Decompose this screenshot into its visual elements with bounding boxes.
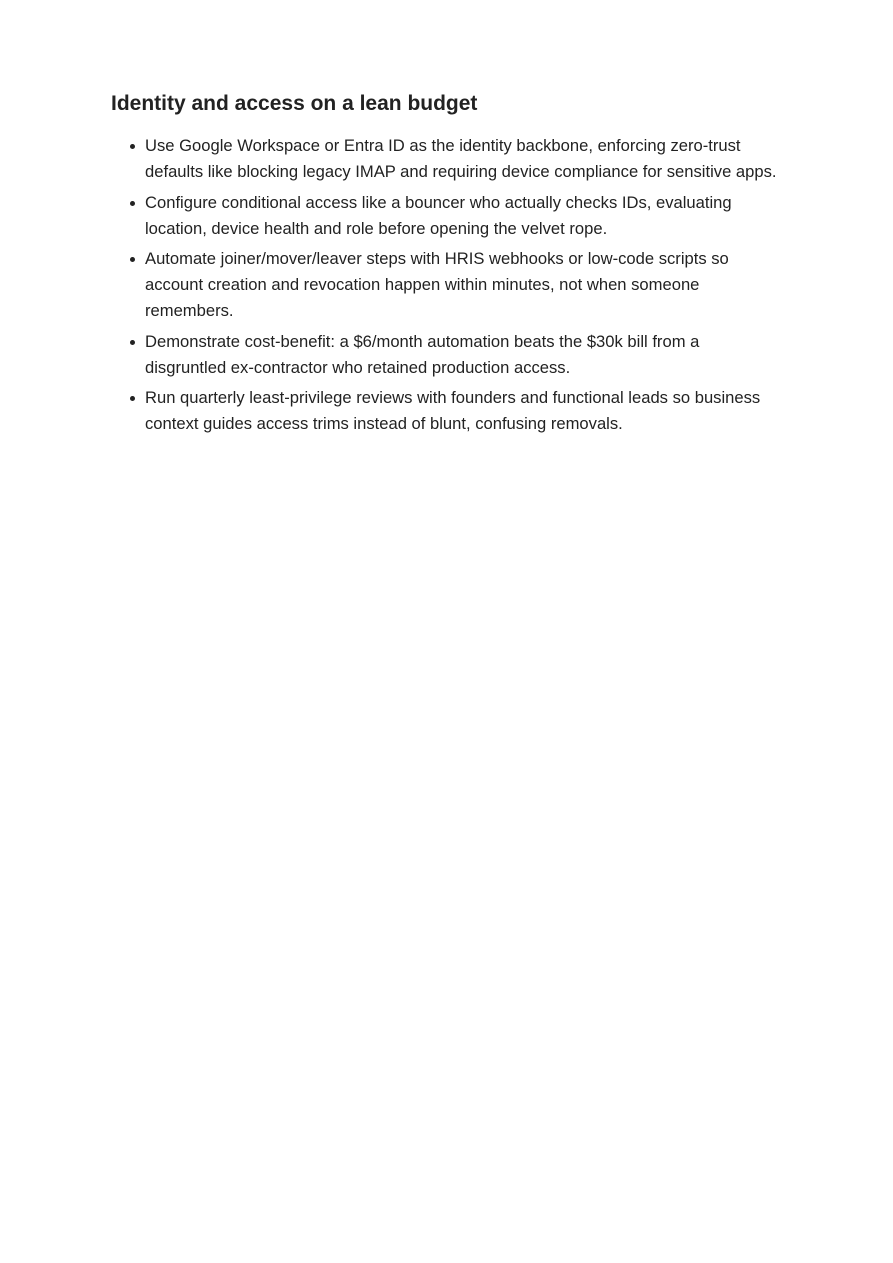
list-item-text: Demonstrate cost-benefit: a $6/month automation beats the $30k bill from a disgruntled ex-contractor who retained production access. [145,331,700,377]
list-item [145,133,783,185]
bullet-icon [130,340,135,345]
list-item-text: Run quarterly least-privilege reviews with founders and functional leads so business context guides access trims instead of blunt, confusing removals. [145,388,761,433]
list-item [145,385,783,437]
list-item-text: Automate joiner/mover/leaver steps with HRIS webhooks or low-code scripts so account creation and revocation happen within minutes, not when someone remembers. [145,249,729,320]
bullet-icon [130,257,135,262]
list-item-text: Configure conditional access like a bouncer who actually checks IDs, evaluating location, device health and role before opening the velvet rope. [145,192,732,238]
list-item [145,246,783,324]
bullet-icon [130,144,135,149]
bullet-list [111,133,783,437]
bullet-icon [130,396,135,401]
list-item-text: Use Google Workspace or Entra ID as the identity backbone, enforcing zero-trust defaults like blocking legacy IMAP and requiring device compliance for sensitive apps. [145,136,777,181]
list-item [145,190,783,242]
bullet-icon [130,201,135,206]
list-item [145,329,783,381]
document-content [111,89,783,442]
section-heading: Identity and access on a lean budget [111,92,478,115]
